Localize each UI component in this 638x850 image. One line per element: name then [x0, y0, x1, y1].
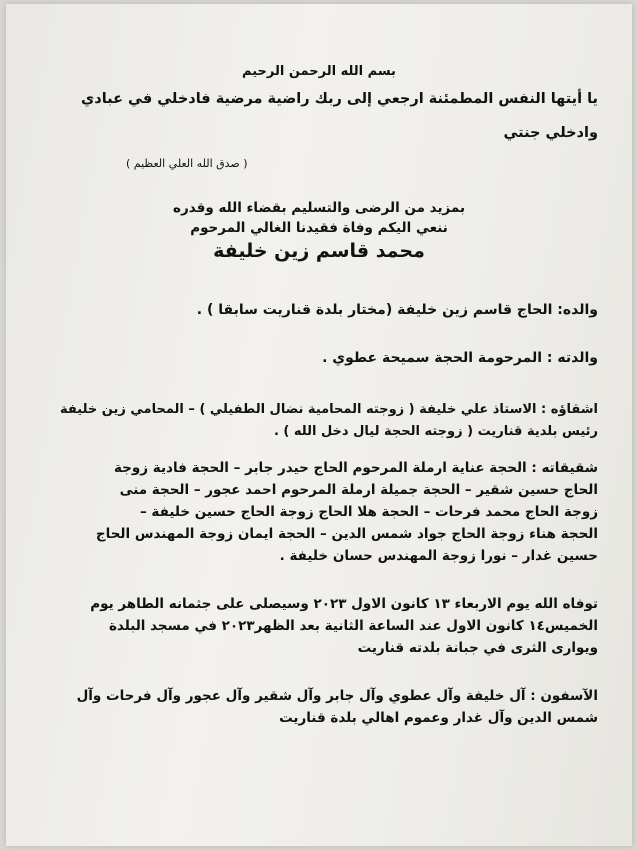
- brothers-line-1: اشقاؤه : الاستاذ علي خليفة ( زوجته المحامية نضال الطفيلي ) – المحامي زين خليفة: [60, 402, 598, 417]
- announcement-line-2: ننعي اليكم وفاة فقيدنا الغالي المرحوم: [190, 220, 448, 236]
- sisters-line-3: زوجة الحاج محمد فرحات – الحجة هلا الحاج زوجة الحاج حسين خليفة –: [139, 504, 598, 520]
- funeral-line-3: ويوارى الثرى في جبانة بلدته قناريت: [357, 640, 598, 656]
- sisters-line-1: شقيقاته : الحجة عناية ارملة المرحوم الحاج حيدر جابر – الحجة فادية زوجة: [114, 460, 598, 476]
- sisters-line-4: الحجة هناء زوجة الحاج جواد شمس الدين – الحجة ايمان زوجة المهندس الحاج: [95, 526, 598, 542]
- deceased-name: محمد قاسم زين خليفة: [213, 240, 425, 262]
- mother-line: والدته : المرحومة الحجة سميحة عطوي .: [322, 350, 598, 366]
- father-line: والده: الحاج قاسم زين خليفة (مختار بلدة قناريت سابقا ) .: [196, 302, 598, 318]
- announcement-line-1: بمزيد من الرضى والتسليم بقضاء الله وقدره: [172, 200, 466, 216]
- sisters-line-5: حسين غدار – نورا زوجة المهندس حسان خليفة .: [279, 548, 598, 564]
- funeral-line-1: توفاه الله يوم الاربعاء ١٣ كانون الاول ٢٠٢٣ وسيصلى على جثمانه الطاهر يوم: [90, 596, 598, 612]
- verse-line-2: وادخلي جنتي: [503, 125, 598, 141]
- brothers-line-2: رئيس بلدية قناريت ( زوجته الحجة ليال دخل الله ) .: [273, 424, 598, 439]
- verse-reference: ( صدق الله العلي العظيم ): [126, 157, 248, 170]
- basmala: بسم الله الرحمن الرحيم: [242, 64, 396, 79]
- sisters-line-2: الحاج حسين شقير – الحجة جميلة ارملة المرحوم احمد عجور – الحجة منى: [119, 482, 598, 498]
- obituary-page: [6, 4, 632, 846]
- funeral-line-2: الخميس١٤ كانون الاول عند الساعة الثانية بعد الظهر٢٠٢٣ في مسجد البلدة: [108, 618, 598, 634]
- mourners-line-1: الآسفون : آل خليفة وآل عطوي وآل جابر وآل شقير وآل عجور وآل فرحات وآل: [76, 688, 598, 704]
- verse-line-1: يا أيتها النفس المطمئنة ارجعي إلى ربك راضية مرضية فادخلي في عبادي: [81, 91, 598, 107]
- mourners-line-2: شمس الدين وآل غدار وعموم اهالي بلدة قناريت: [279, 710, 598, 726]
